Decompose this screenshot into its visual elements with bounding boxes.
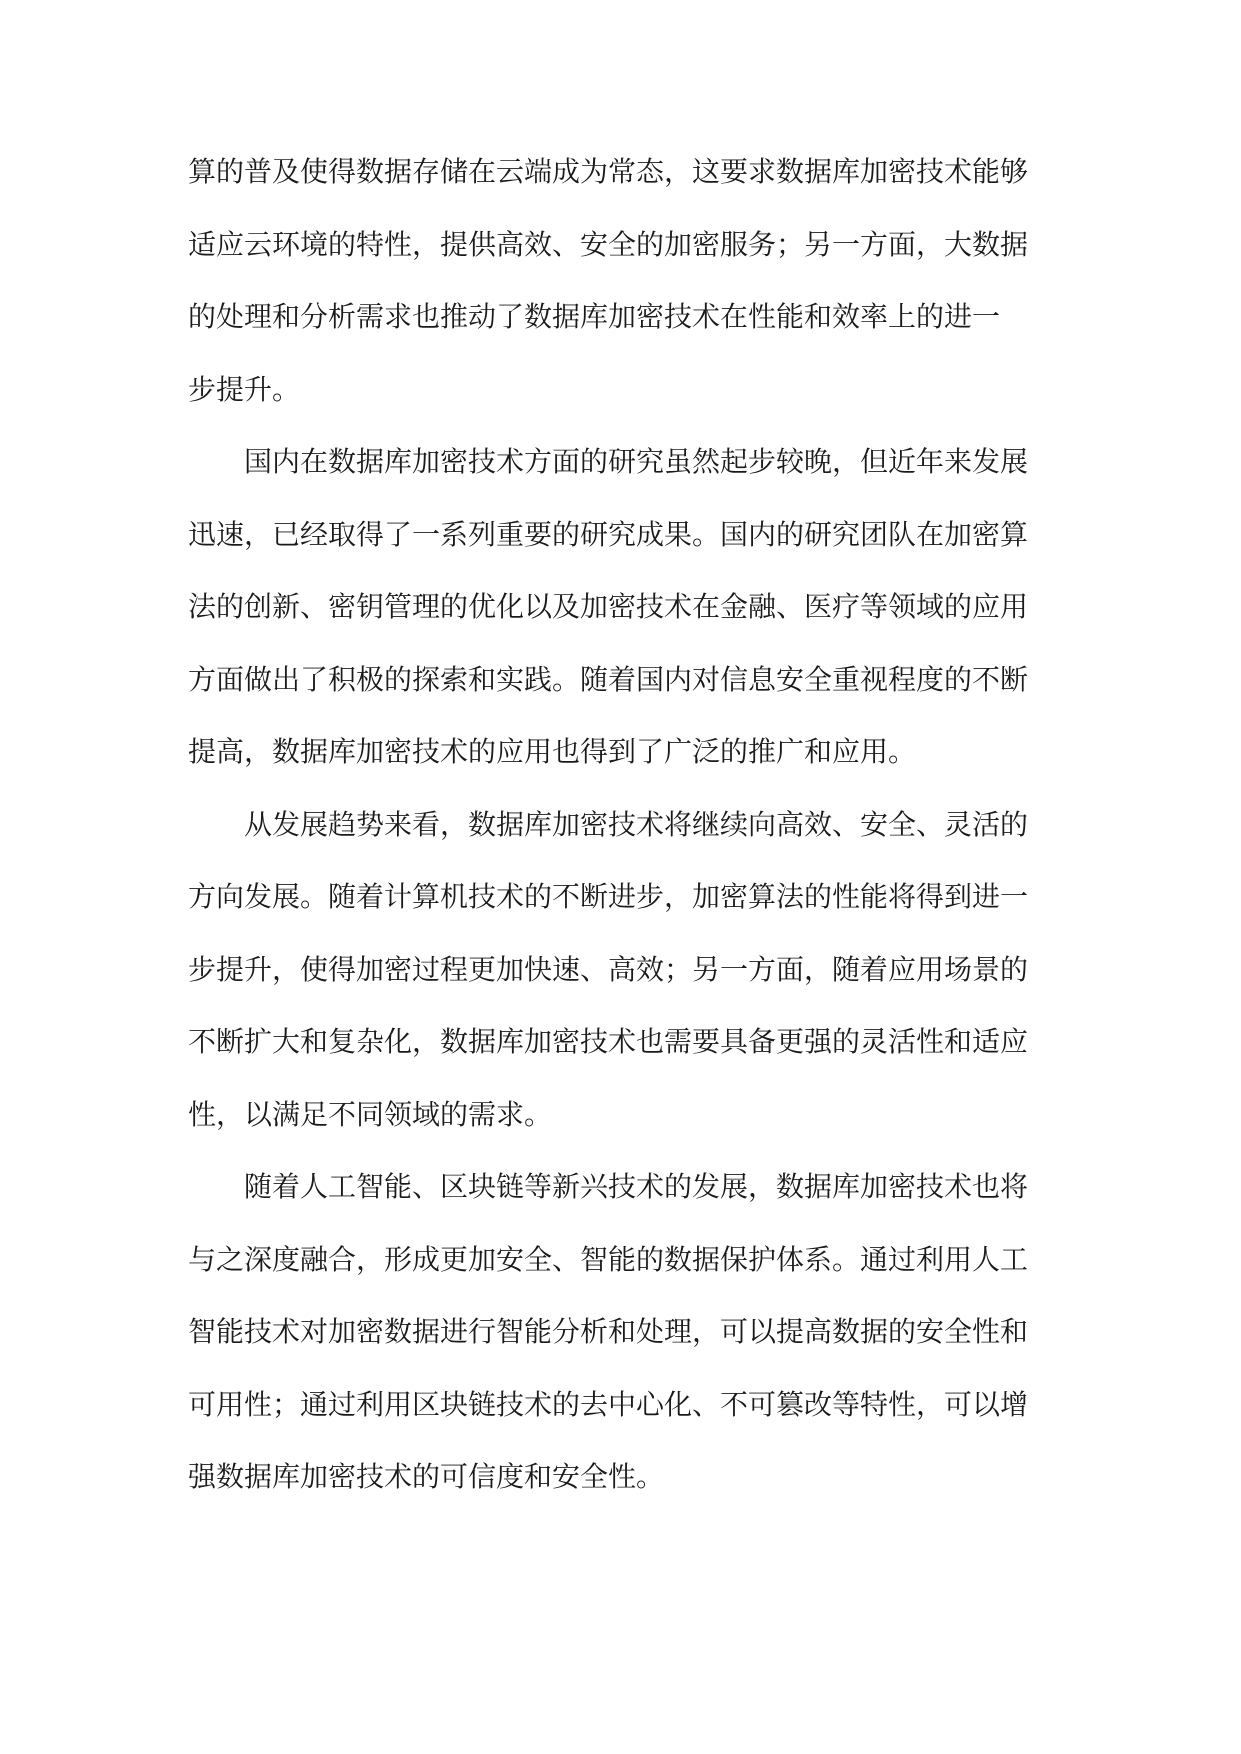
text-line: 算的普及使得数据存储在云端成为常态，这要求数据库加密技术能够 bbox=[188, 155, 1029, 188]
text-line: 智能技术对加密数据进行智能分析和处理，可以提高数据的安全性和 bbox=[188, 1315, 1029, 1348]
text-line: 与之深度融合，形成更加安全、智能的数据保护体系。通过利用人工 bbox=[188, 1242, 1029, 1276]
text-line: 步提升，使得加密过程更加快速、高效；另一方面，随着应用场景的 bbox=[188, 952, 1029, 986]
paragraph-1 bbox=[188, 136, 1056, 426]
text-line: 从发展趋势来看，数据库加密技术将继续向高效、安全、灵活的 bbox=[244, 807, 1029, 841]
paragraph-4 bbox=[188, 1151, 1056, 1514]
text-line: 不断扩大和复杂化，数据库加密技术也需要具备更强的灵活性和适应 bbox=[188, 1025, 1029, 1058]
text-line: 性，以满足不同领域的需求。 bbox=[188, 1097, 553, 1131]
text-line: 提高，数据库加密技术的应用也得到了广泛的推广和应用。 bbox=[188, 735, 917, 768]
text-line: 法的创新、密钥管理的优化以及加密技术在金融、医疗等领域的应用 bbox=[188, 590, 1029, 623]
text-line: 可用性；通过利用区块链技术的去中心化、不可篡改等特性，可以增 bbox=[188, 1387, 1029, 1421]
text-line: 方面做出了积极的探索和实践。随着国内对信息安全重视程度的不断 bbox=[188, 662, 1029, 696]
text-line: 步提升。 bbox=[188, 372, 301, 406]
text-line: 国内在数据库加密技术方面的研究虽然起步较晚，但近年来发展 bbox=[244, 445, 1029, 478]
paragraph-3 bbox=[188, 789, 1056, 1152]
text-line: 适应云环境的特性，提供高效、安全的加密服务；另一方面，大数据 bbox=[188, 227, 1029, 261]
text-line: 的处理和分析需求也推动了数据库加密技术在性能和效率上的进一 bbox=[188, 300, 1001, 333]
text-line: 随着人工智能、区块链等新兴技术的发展，数据库加密技术也将 bbox=[244, 1170, 1029, 1203]
text-line: 迅速，已经取得了一系列重要的研究成果。国内的研究团队在加密算 bbox=[188, 517, 1029, 551]
paragraph-2 bbox=[188, 426, 1056, 789]
body-text bbox=[188, 136, 1056, 1514]
text-line: 方向发展。随着计算机技术的不断进步，加密算法的性能将得到进一 bbox=[188, 880, 1029, 913]
text-line: 强数据库加密技术的可信度和安全性。 bbox=[188, 1460, 665, 1493]
